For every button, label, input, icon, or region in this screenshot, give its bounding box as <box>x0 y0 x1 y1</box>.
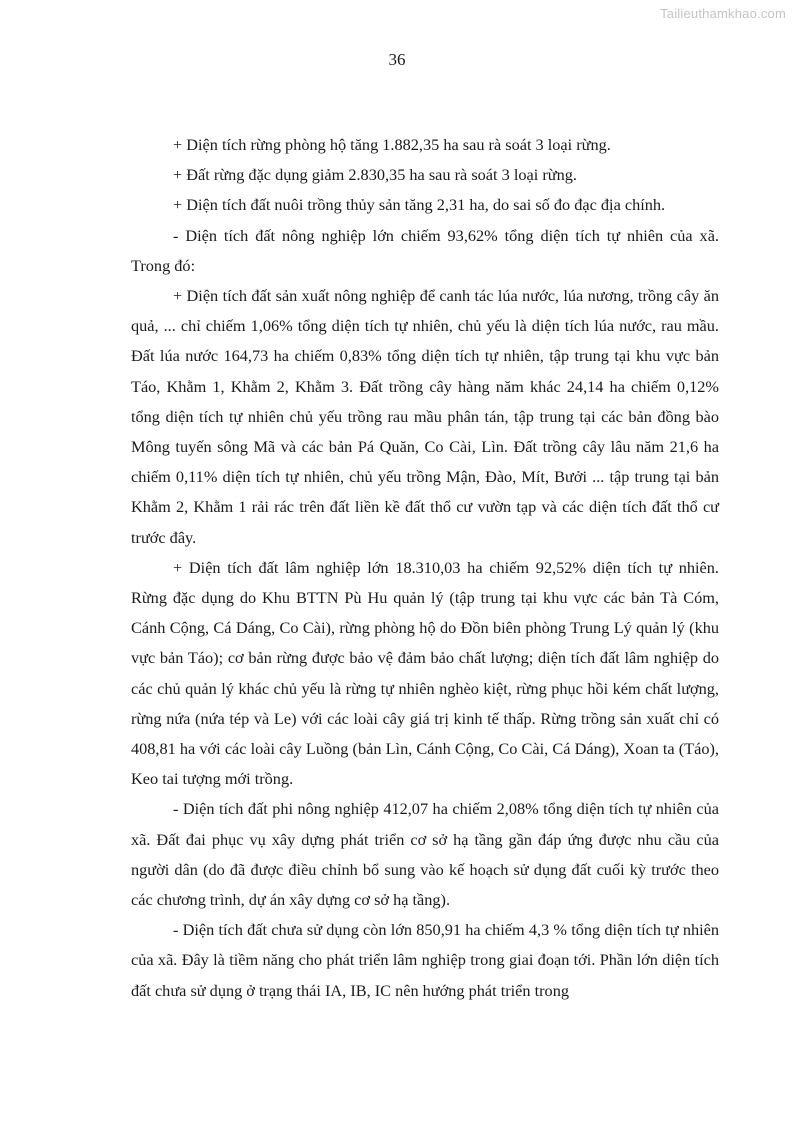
paragraph-non-agricultural-land: - Diện tích đất phi nông nghiệp 412,07 ha chiếm 2,08% tổng diện tích tự nhiên của xã. Đất đai phục vụ xây dựng phát triển cơ sở hạ tầng gần đáp ứng được nhu cầu của người dân (do đã được điều chỉnh bổ sung vào kế hoạch sử dụng đất cuối kỳ trước theo các chương trình, dự án xây dựng cơ sở hạ tầng). <box>131 799 719 910</box>
paragraph-aquaculture-land: + Diện tích đất nuôi trồng thủy sản tăng 2,31 ha, do sai số đo đạc địa chính. <box>173 195 666 215</box>
document-body <box>131 130 719 1006</box>
paragraph-special-use-forest: + Đất rừng đặc dụng giảm 2.830,35 ha sau rà soát 3 loại rừng. <box>173 165 577 185</box>
paragraph-forestry-land: + Diện tích đất lâm nghiệp lớn 18.310,03 ha chiếm 92,52% diện tích tự nhiên. Rừng đặc dụng do Khu BTTN Pù Hu quản lý (tập trung tại khu vực các bản Tà Cóm, Cánh Cộng, Cá Dáng, Co Cài), rừng phòng hộ do Đồn biên phòng Trung Lý quản lý (khu vực bản Táo); cơ bản rừng được bảo vệ đảm bảo chất lượng; diện tích đất lâm nghiệp do các chủ quản lý khác chủ yếu là rừng tự nhiên nghèo kiệt, rừng phục hồi kém chất lượng, rừng nứa (nứa tép và Le) với các loài cây giá trị kinh tế thấp. Rừng trồng sản xuất chỉ có 408,81 ha với các loài cây Luồng (bản Lìn, Cánh Cộng, Co Cài, Cá Dáng), Xoan ta (Táo), Keo tai tượng mới trồng. <box>131 557 719 789</box>
watermark: Tailieuthamkhao.com <box>660 6 786 21</box>
paragraph-unused-land: - Diện tích đất chưa sử dụng còn lớn 850,91 ha chiếm 4,3 % tổng diện tích tự nhiên của xã. Đây là tiềm năng cho phát triển lâm nghiệp trong giai đoạn tới. Phần lớn diện tích đất chưa sử dụng ở trạng thái IA, IB, IC nên hướng phát triển trong <box>131 920 719 1000</box>
paragraph-protective-forest: + Diện tích rừng phòng hộ tăng 1.882,35 ha sau rà soát 3 loại rừng. <box>173 135 611 154</box>
paragraph-agricultural-production: + Diện tích đất sản xuất nông nghiệp để canh tác lúa nước, lúa nương, trồng cây ăn quả, ... chỉ chiếm 1,06% tổng diện tích tự nhiên, chủ yếu là diện tích lúa nước, rau mầu. Đất lúa nước 164,73 ha chiếm 0,83% tổng diện tích tự nhiên, tập trung tại khu vực bản Táo, Khằm 1, Khằm 2, Khằm 3. Đất trồng cây hàng năm khác 24,14 ha chiếm 0,12% tổng diện tích tự nhiên chủ yếu trồng rau mầu phân tán, tập trung tại các bản đồng bào Mông tuyến sông Mã và các bản Pá Quăn, Co Cài, Lìn. Đất trồng cây lâu năm 21,6 ha chiếm 0,11% diện tích tự nhiên, chủ yếu trồng Mận, Đào, Mít, Bưởi ... tập trung tại bản Khằm 2, Khằm 1 rải rác trên đất liền kề đất thổ cư vườn tạp và các diện tích đất thổ cư trước đây. <box>131 286 719 547</box>
paragraph-agricultural-land: - Diện tích đất nông nghiệp lớn chiếm 93,62% tổng diện tích tự nhiên của xã. Trong đó: <box>131 225 719 275</box>
page-number: 36 <box>388 50 406 69</box>
